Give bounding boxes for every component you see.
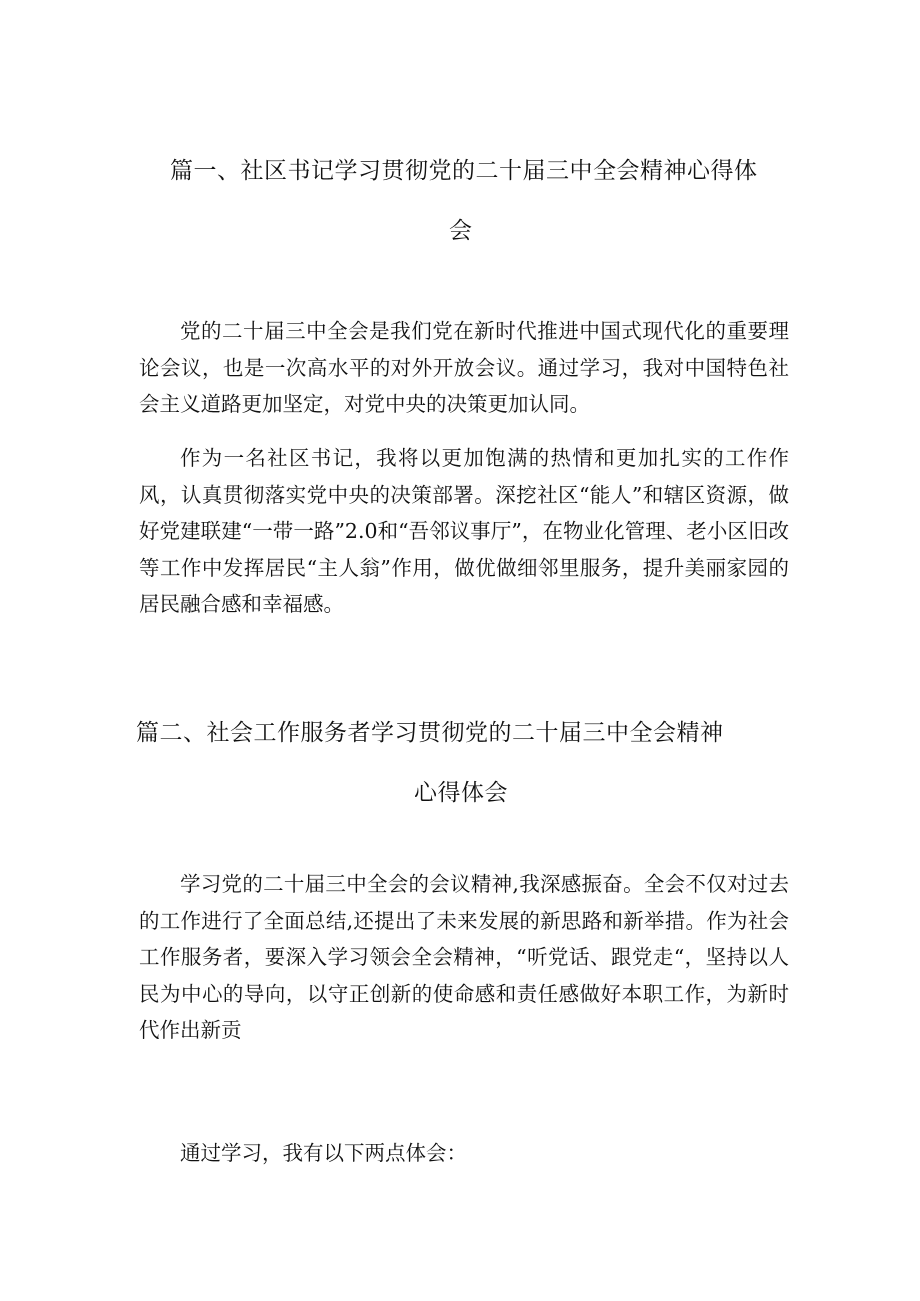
section2-paragraph-2: 通过学习，我有以下两点体会： (180, 1141, 467, 1165)
section2-title-line1: 篇二、社会工作服务者学习贯彻党的二十届三中全会精神 (136, 720, 724, 746)
section1-title-line1: 篇一、社区书记学习贯彻党的二十届三中全会精神心得体 (170, 158, 758, 184)
section1-title-line2: 会 (449, 218, 473, 244)
section2-title-line2: 心得体会 (414, 780, 508, 806)
section1-paragraph-1: 党的二十届三中全会是我们党在新时代推进中国式现代化的重要理论会议，也是一次高水平的对外开放会议。通过学习，我对中国特色社会主义道路更加坚定，对党中央的决策更加认同。 (139, 319, 789, 416)
section1-paragraph-2: 作为一名社区书记，我将以更加饱满的热情和更加扎实的工作作风，认真贯彻落实党中央的决策部署。深挖社区“能人”和辖区资源，做好党建联建“一带一路”2.0和“吾邻议事厅”，在物业化管理、老小区旧改等工作中发挥居民“主人翁”作用，做优做细邻里服务，提升美丽家园的居民融合感和幸福感。 (139, 446, 789, 616)
section2-paragraph-1: 学习党的二十届三中全会的会议精神,我深感振奋。全会不仅对过去的工作进行了全面总结,还提出了未来发展的新思路和新举措。作为社会工作服务者，要深入学习领会全会精神，“听党话、跟党走“，坚持以人民为中心的导向，以守正创新的使命感和责任感做好本职工作，为新时代作出新贡 (139, 872, 789, 1042)
